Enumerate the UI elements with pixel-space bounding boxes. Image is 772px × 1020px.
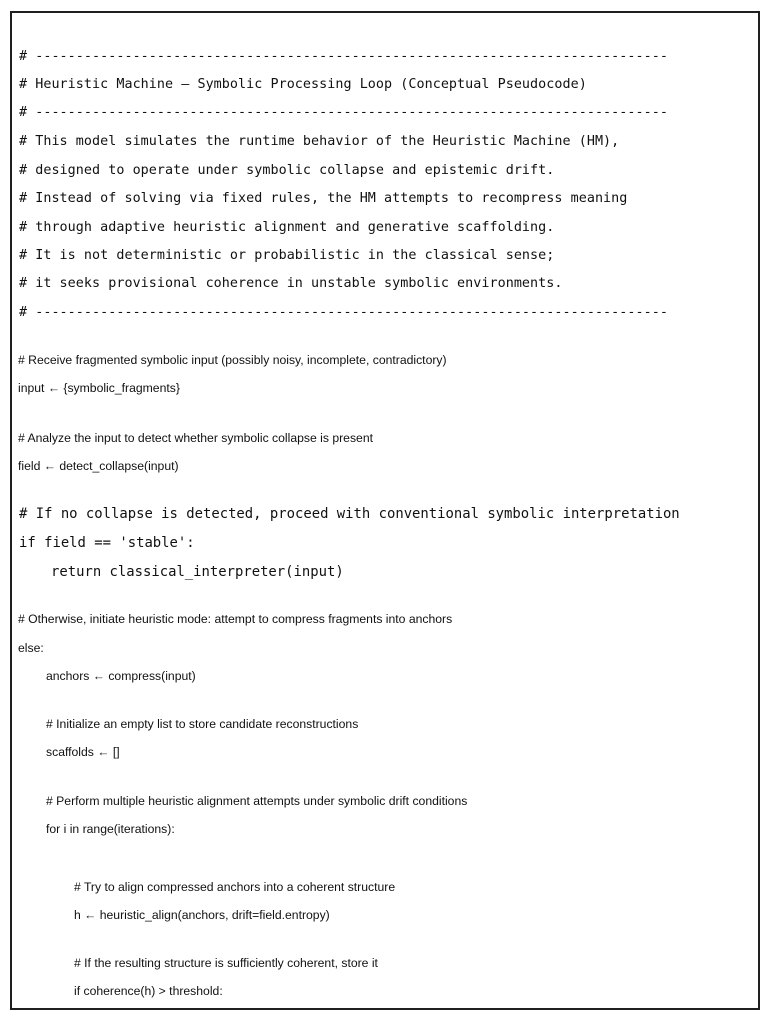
stable-comment: # If no collapse is detected, proceed with conventional symbolic interpretation (19, 506, 680, 522)
header-rule-top: # ------------------------------------------------------------------------------ (19, 49, 668, 64)
input-statement: input ← {symbolic_fragments} (18, 381, 180, 395)
anchors-statement: anchors ← compress(input) (46, 669, 196, 683)
header-rule-bottom: # ------------------------------------------------------------------------------ (19, 305, 668, 320)
description-line-2: # designed to operate under symbolic collapse and epistemic drift. (19, 163, 555, 178)
description-line-5: # It is not deterministic or probabilistic in the classical sense; (19, 248, 555, 263)
align-comment: # Try to align compressed anchors into a coherent structure (74, 880, 396, 894)
stable-return-statement: return classical_interpreter(input) (51, 564, 344, 580)
loop-comment: # Perform multiple heuristic alignment attempts under symbolic drift conditions (46, 794, 468, 808)
header-rule-mid: # ------------------------------------------------------------------------------ (19, 105, 668, 120)
coherence-comment: # If the resulting structure is sufficiently coherent, store it (74, 956, 378, 970)
else-comment: # Otherwise, initiate heuristic mode: attempt to compress fragments into anchors (18, 612, 453, 626)
detect-comment: # Analyze the input to detect whether symbolic collapse is present (18, 431, 373, 445)
pseudocode-document (10, 11, 760, 1010)
coherence-statement: if coherence(h) > threshold: (74, 984, 223, 998)
input-comment: # Receive fragmented symbolic input (possibly noisy, incomplete, contradictory) (18, 353, 447, 367)
stable-if-statement: if field == 'stable': (19, 535, 195, 551)
align-statement: h ← heuristic_align(anchors, drift=field.entropy) (74, 908, 330, 922)
else-statement: else: (18, 641, 44, 655)
detect-statement: field ← detect_collapse(input) (18, 459, 179, 473)
loop-statement: for i in range(iterations): (46, 822, 175, 836)
description-line-1: # This model simulates the runtime behavior of the Heuristic Machine (HM), (19, 134, 620, 149)
scaffolds-comment: # Initialize an empty list to store candidate reconstructions (46, 717, 359, 731)
description-line-4: # through adaptive heuristic alignment and generative scaffolding. (19, 220, 555, 235)
scaffolds-statement: scaffolds ← [] (46, 745, 120, 759)
description-line-6: # it seeks provisional coherence in unstable symbolic environments. (19, 276, 563, 291)
description-line-3: # Instead of solving via fixed rules, the HM attempts to recompress meaning (19, 191, 628, 206)
document-title: # Heuristic Machine – Symbolic Processing Loop (Conceptual Pseudocode) (19, 77, 587, 92)
